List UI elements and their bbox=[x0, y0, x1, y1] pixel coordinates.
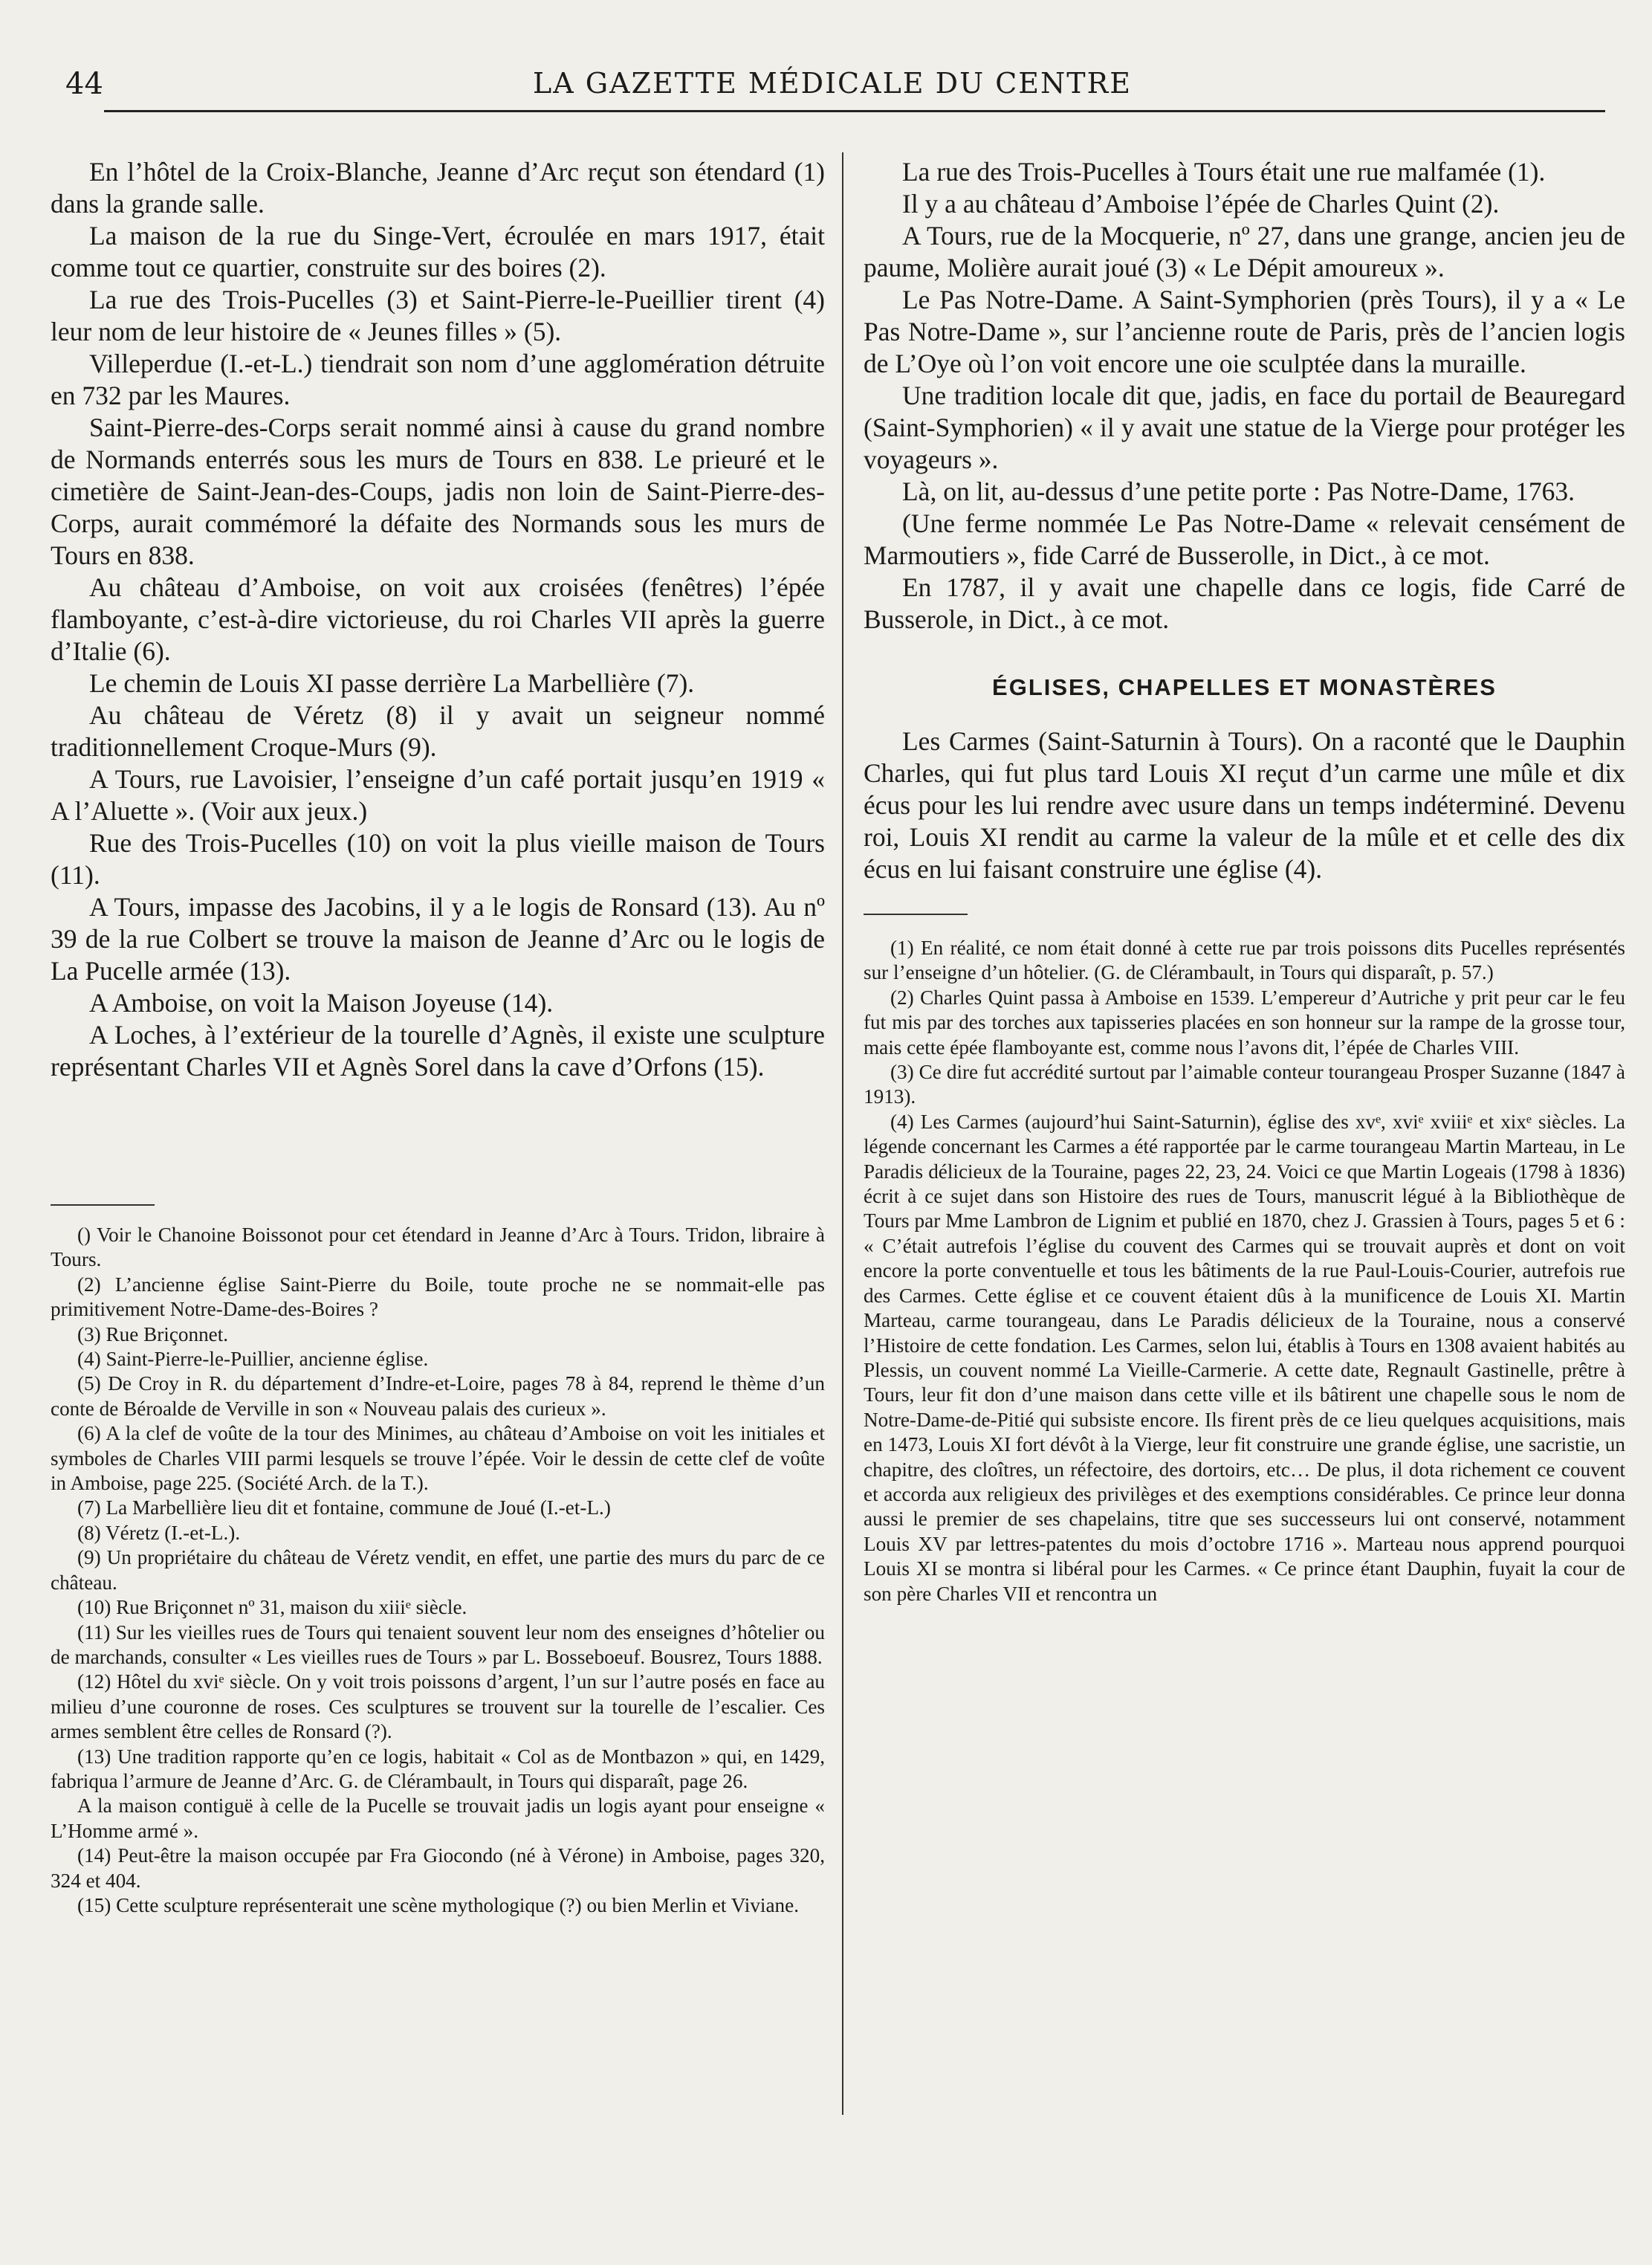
page-number: 44 bbox=[65, 67, 103, 101]
paragraph: A Tours, rue de la Mocquerie, nº 27, dans une grange, ancien jeu de paume, Molière aurait joué (3) « Le Dépit amoureux ». bbox=[864, 221, 1625, 282]
footnote: (12) Hôtel du xviᵉ siècle. On y voit trois poissons d’argent, l’un sur l’autre posés en face au milieu d’une couronne de roses. Ces sculptures se trouvent sur la tourelle de l’escalier. Ces armes semblent être celles de Ronsard (?). bbox=[51, 1670, 825, 1743]
footnote: (4) Saint-Pierre-le-Puillier, ancienne église. bbox=[77, 1348, 429, 1371]
page-header bbox=[59, 58, 1605, 110]
right-column bbox=[864, 156, 1625, 933]
footnote: (8) Véretz (I.-et-L.). bbox=[77, 1521, 241, 1544]
footnote: (9) Un propriétaire du château de Véretz vendit, en effet, une partie des murs du parc de ce château. bbox=[51, 1546, 825, 1594]
paragraph: A Tours, rue Lavoisier, l’enseigne d’un café portait jusqu’en 1919 « A l’Aluette ». (Voir aux jeux.) bbox=[51, 764, 825, 826]
paragraph: Rue des Trois-Pucelles (10) on voit la plus vieille maison de Tours (11). bbox=[51, 828, 825, 890]
footnote: () Voir le Chanoine Boissonot pour cet étendard in Jeanne d’Arc à Tours. Tridon, libraire à Tours. bbox=[51, 1224, 825, 1271]
footnote: (2) Charles Quint passa à Amboise en 1539. L’empereur d’Autriche y prit peur car le feu fut mis par des torches aux tapisseries placées en son honneur sur la rampe de la grosse tour, mais cette épée flamboyante est, comme nous l’avons dit, l’épée de Charles VIII. bbox=[864, 986, 1625, 1059]
paragraph: Villeperdue (I.-et-L.) tiendrait son nom d’une agglomération détruite en 732 par les Maures. bbox=[51, 349, 825, 410]
column-divider bbox=[842, 152, 843, 2115]
paragraph: La maison de la rue du Singe-Vert, écroulée en mars 1917, était comme tout ce quartier, construite sur des boires (2). bbox=[51, 221, 825, 282]
paragraph: La rue des Trois-Pucelles (3) et Saint-Pierre-le-Pueillier tirent (4) leur nom de leur histoire de « Jeunes filles » (5). bbox=[51, 285, 825, 346]
paragraph: (Une ferme nommée Le Pas Notre-Dame « relevait censément de Marmoutiers », fide Carré de Busserolle, in Dict., à ce mot. bbox=[864, 508, 1625, 570]
footnote: (13) Une tradition rapporte qu’en ce logis, habitait « Col as de Montbazon » qui, en 1429, fabriqua l’armure de Jeanne d’Arc. G. de Clérambault, in Tours qui disparaît, page 26. bbox=[51, 1745, 825, 1792]
footnote: (6) A la clef de voûte de la tour des Minimes, au château d’Amboise on voit les initiales et symboles de Charles VIII parmi lesquels se trouve l’épée. Voir le dessin de cette clef de voûte in Amboise, page 225. (Société Arch. de la T.). bbox=[51, 1422, 825, 1495]
footnote: (15) Cette sculpture représenterait une scène mythologique (?) ou bien Merlin et Viviane. bbox=[77, 1893, 799, 1916]
paragraph: La rue des Trois-Pucelles à Tours était une rue malfamée (1). bbox=[902, 157, 1546, 187]
section-heading: ÉGLISES, CHAPELLES ET MONASTÈRES bbox=[992, 674, 1497, 700]
paragraph: En l’hôtel de la Croix-Blanche, Jeanne d’Arc reçut son étendard (1) dans la grande salle. bbox=[51, 157, 825, 219]
paragraph: En 1787, il y avait une chapelle dans ce logis, fide Carré de Busserole, in Dict., à ce mot. bbox=[864, 572, 1625, 634]
footnote: (1) En réalité, ce nom était donné à cette rue par trois poissons dits Pucelles représentés sur l’enseigne d’un hôtelier. (G. de Clérambault, in Tours qui disparaît, p. 57.) bbox=[864, 937, 1625, 984]
paragraph: Au château d’Amboise, on voit aux croisées (fenêtres) l’épée flamboyante, c’est-à-dire victorieuse, du roi Charles VII après la guerre d’Italie (6). bbox=[51, 572, 825, 666]
footnote: (7) La Marbellière lieu dit et fontaine, commune de Joué (I.-et-L.) bbox=[77, 1496, 611, 1519]
right-footnotes bbox=[864, 936, 1625, 1606]
footnote: (2) L’ancienne église Saint-Pierre du Boile, toute proche ne se nommait-elle pas primitivement Notre-Dame-des-Boires ? bbox=[51, 1273, 825, 1321]
paragraph: Une tradition locale dit que, jadis, en face du portail de Beauregard (Saint-Symphorien) « il y avait une statue de la Vierge pour protéger les voyageurs ». bbox=[864, 381, 1625, 474]
footnote: (11) Sur les vieilles rues de Tours qui tenaient souvent leur nom des enseignes d’hôtelier ou de marchands, consulter « Les vieilles rues de Tours » par L. Bosseboeuf. Bousrez, Tours 1888. bbox=[51, 1621, 825, 1668]
footnote-rule bbox=[864, 914, 968, 915]
paragraph: A Amboise, on voit la Maison Joyeuse (14). bbox=[89, 988, 554, 1018]
footnote: A la maison contiguë à celle de la Pucelle se trouvait jadis un logis ayant pour enseigne « L’Homme armé ». bbox=[51, 1794, 825, 1842]
footnote-rule bbox=[51, 1204, 155, 1206]
paragraph: A Tours, impasse des Jacobins, il y a le logis de Ronsard (13). Au nº 39 de la rue Colbert se trouve la maison de Jeanne d’Arc ou le logis de La Pucelle armée (13). bbox=[51, 892, 825, 986]
footnote: (14) Peut-être la maison occupée par Fra Giocondo (né à Vérone) in Amboise, pages 320, 324 et 404. bbox=[51, 1844, 825, 1892]
footnote: (4) Les Carmes (aujourd’hui Saint-Saturnin), église des xvᵉ, xviᵉ xviiiᵉ et xixᵉ siècles. La légende concernant les Carmes a été rapportée par le carme tourangeau Martin Marteau, in Le Paradis délicieux de la Touraine, pages 22, 23, 24. Voici ce que Martin Logeais (1798 à 1836) écrit à ce sujet dans son Histoire des rues de Tours, manuscrit légué à la Bibliothèque de Tours par Mme Lambron de Lignim et publié en 1870, chez J. Grassien à Tours, pages 5 et 6 : « C’était autrefois l’église du couvent des Carmes qui se trouvait auprès et dont on voit encore la porte conventuelle et tous les bâtiments de la rue Paul-Louis-Courier, autrefois rue des Carmes. Cette église et ce couvent étaient dûs à la munificence de Louis XI. Martin Marteau, carme tourangeau, dans Le Paradis délicieux de la Touraine, nous a conservé l’Histoire de cette fondation. Les Carmes, selon lui, établis à Tours en 1308 avaient habités au Plessis, un couvent nommé La Vieille-Carmerie. A cette date, Regnault Gastinelle, prêtre à Tours, leur fit don d’une maison dans cette ville et ils bâtirent une chapelle sous le nom de Notre-Dame-de-Pitié qui subsiste encore. Ils firent près de ce lieu quelques acquisitions, mais en 1473, Louis XI fort dévôt à la Vierge, leur fit construire une grande église, une sacristie, un chapitre, des cloîtres, un réfectoire, des dortoirs, etc… De plus, il dota richement ce couvent et accorda aux religieux des privilèges et des exemptions considérables. Ce prince leur donna aussi le premier de ses chapelains, titre que ses successeurs lui ont conservé, notamment Louis XV par lettres-patentes du mois d’octobre 1716 ». Marteau nous apprend pourquoi Louis XI se montra si libéral pour les Carmes. « Ce prince étant Dauphin, fuyait la cour de son père Charles VII et rencontra un bbox=[864, 1110, 1625, 1605]
footnote: (10) Rue Briçonnet nº 31, maison du xiiiᵉ siècle. bbox=[77, 1596, 467, 1619]
left-column bbox=[51, 156, 825, 1083]
footnote: (3) Rue Briçonnet. bbox=[77, 1322, 229, 1345]
footnote: (3) Ce dire fut accrédité surtout par l’aimable conteur tourangeau Prosper Suzanne (1847 à 1913). bbox=[864, 1061, 1625, 1108]
paragraph: Les Carmes (Saint-Saturnin à Tours). On a raconté que le Dauphin Charles, qui fut plus tard Louis XI reçut d’un carme une mûle et dix écus pour les lui rendre avec usure dans un temps indéterminé. Devenu roi, Louis XI rendit au carme la valeur de la mûle et et celle des dix écus en lui faisant construire une église (4). bbox=[864, 726, 1625, 884]
header-rule bbox=[104, 110, 1605, 112]
footnote: (5) De Croy in R. du département d’Indre-et-Loire, pages 78 à 84, reprend le thème d’un conte de Béroalde de Verville in son « Nouveau palais des curieux ». bbox=[51, 1372, 825, 1420]
paragraph: Au château de Véretz (8) il y avait un seigneur nommé traditionnellement Croque-Murs (9). bbox=[51, 700, 825, 762]
running-title: LA GAZETTE MÉDICALE DU CENTRE bbox=[533, 67, 1132, 100]
paragraph: Là, on lit, au-dessus d’une petite porte : Pas Notre-Dame, 1763. bbox=[902, 476, 1575, 506]
paragraph: Le Pas Notre-Dame. A Saint-Symphorien (près Tours), il y a « Le Pas Notre-Dame », sur l’ancienne route de Paris, près de l’ancien logis de L’Oye où l’on voit encore une oie sculptée dans la muraille. bbox=[864, 285, 1625, 378]
paragraph: Il y a au château d’Amboise l’épée de Charles Quint (2). bbox=[902, 189, 1500, 219]
paragraph: A Loches, à l’extérieur de la tourelle d’Agnès, il existe une sculpture représentant Charles VII et Agnès Sorel dans la cave d’Orfons (15). bbox=[51, 1020, 825, 1082]
paragraph: Saint-Pierre-des-Corps serait nommé ainsi à cause du grand nombre de Normands enterrés sous les murs de Tours en 838. Le prieuré et le cimetière de Saint-Jean-des-Coups, jadis non loin de Saint-Pierre-des-Corps, aurait commémoré la défaite des Normands sous les murs de Tours en 838. bbox=[51, 413, 825, 570]
paragraph: Le chemin de Louis XI passe derrière La Marbellière (7). bbox=[89, 668, 695, 698]
left-footnotes bbox=[51, 1223, 825, 1918]
